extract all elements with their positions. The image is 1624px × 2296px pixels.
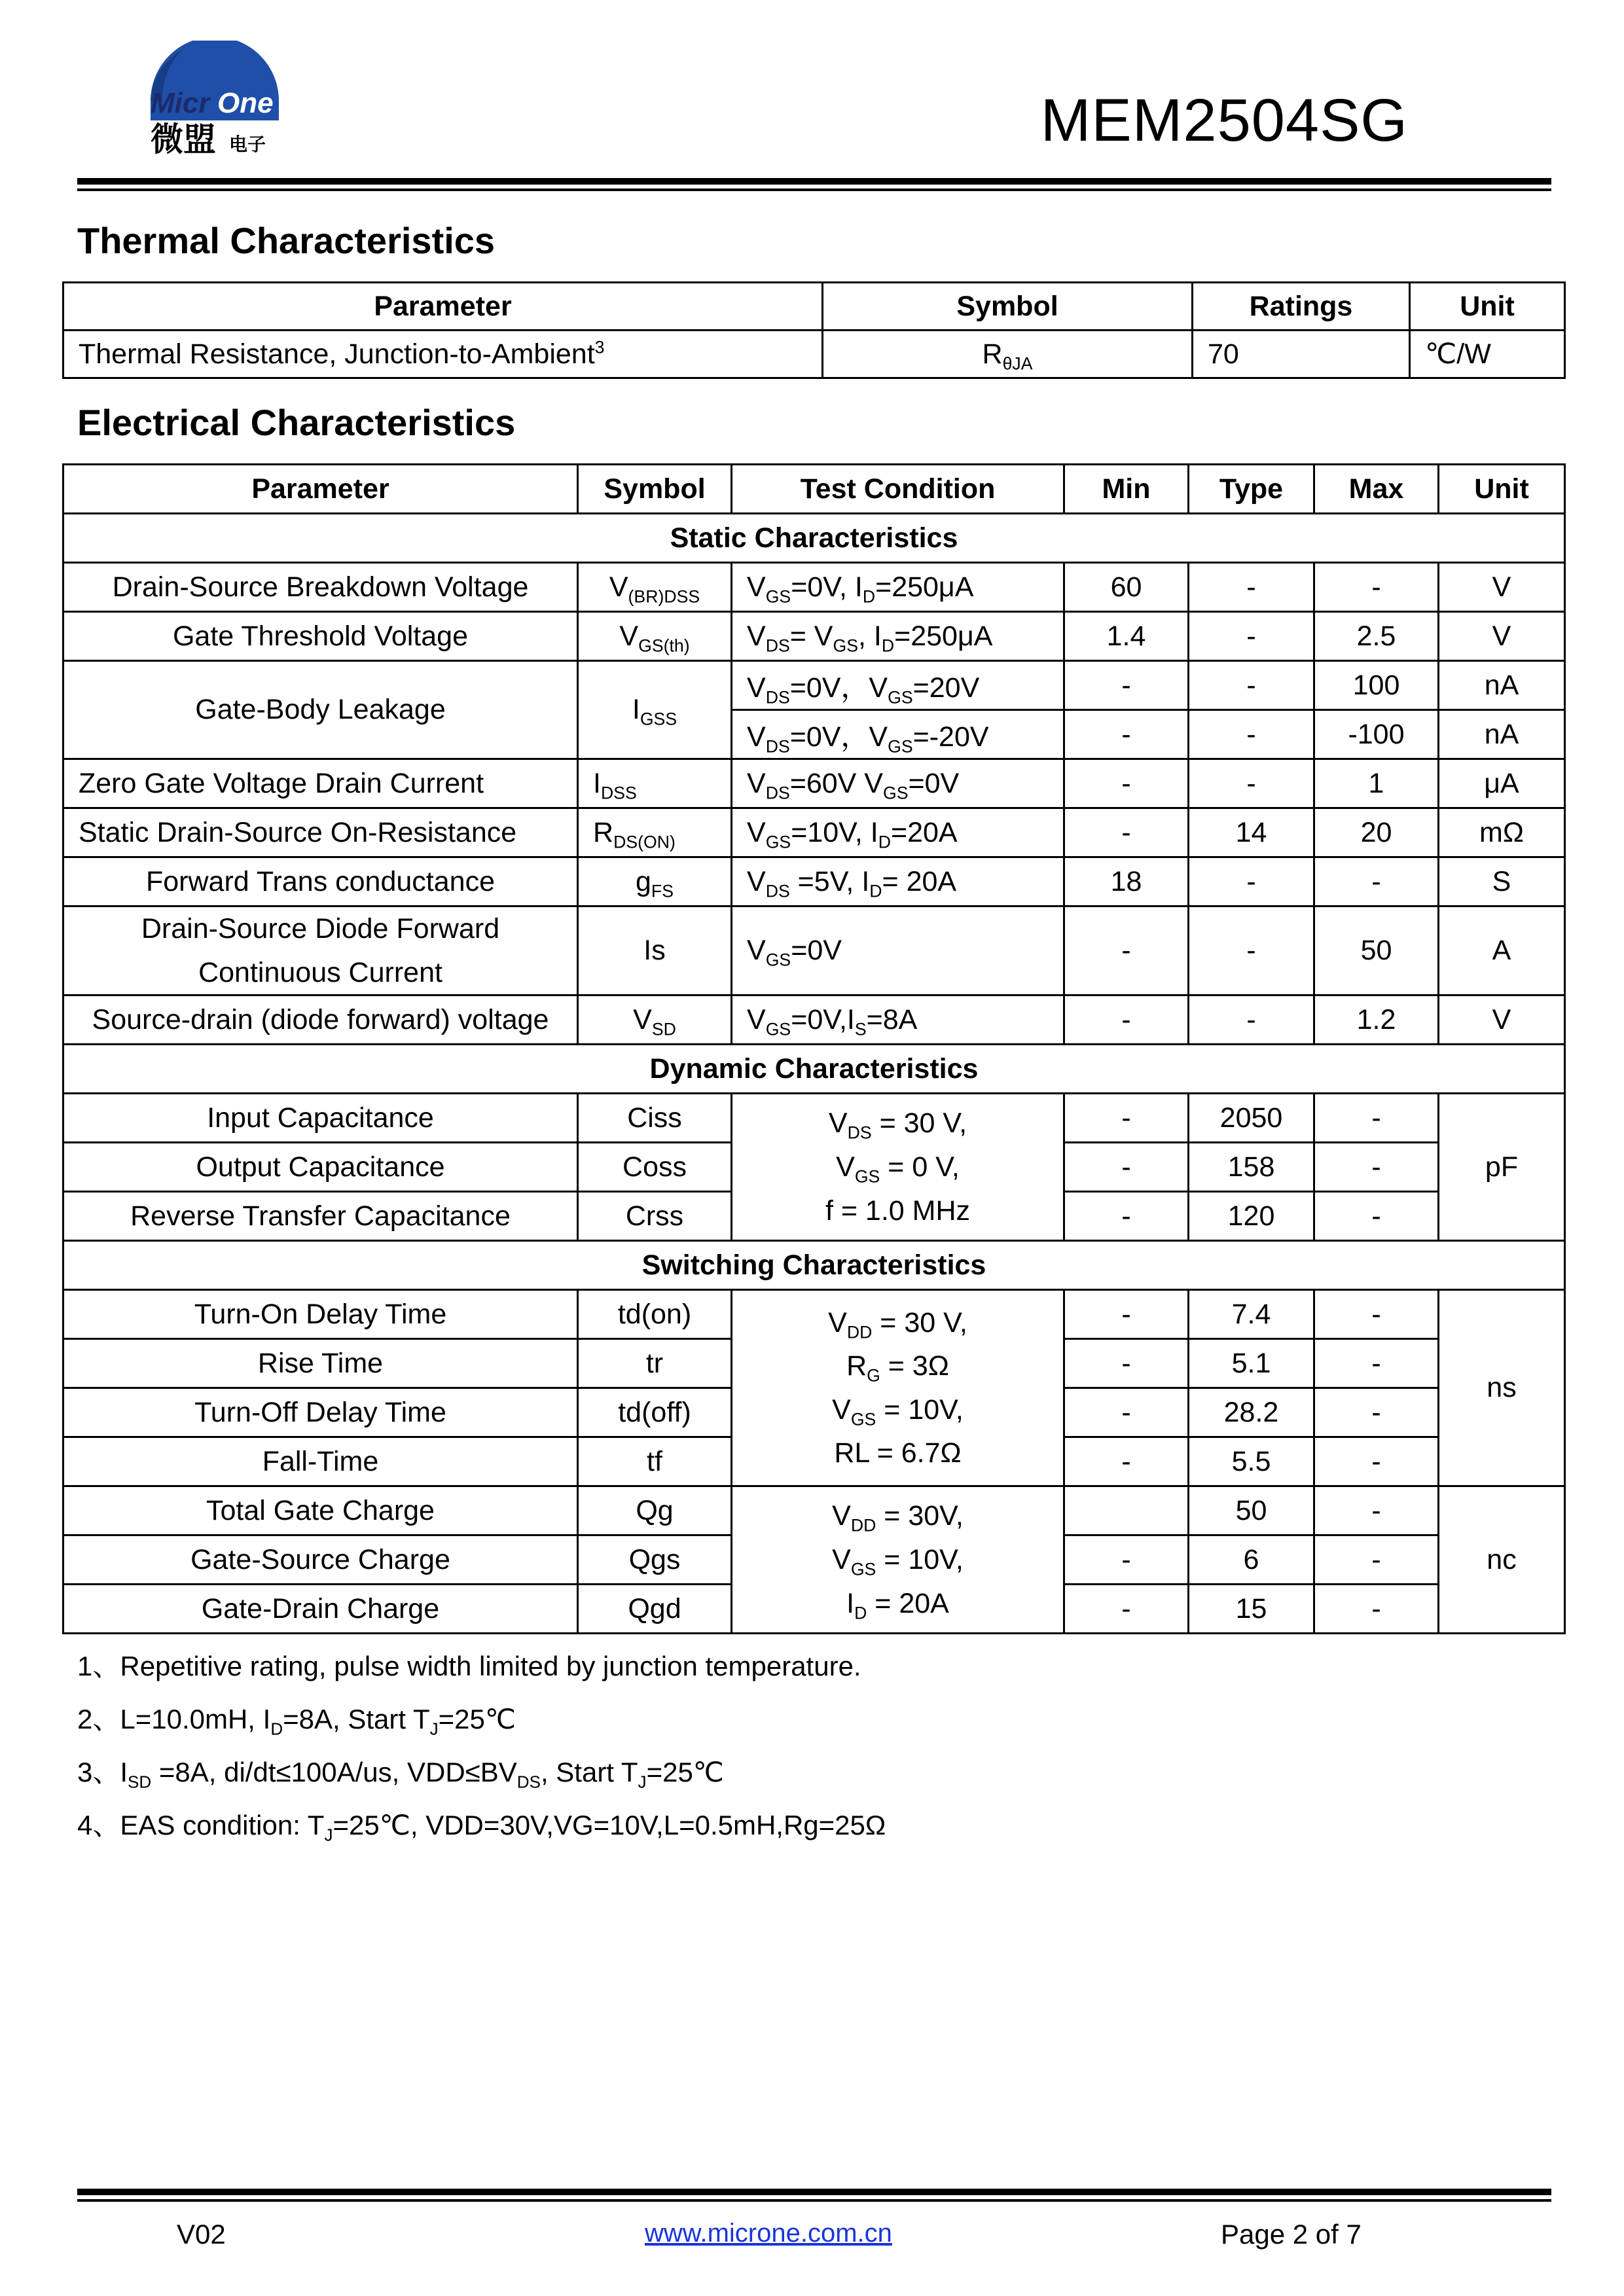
max-cell: - xyxy=(1314,1486,1439,1535)
typ-cell: - xyxy=(1189,710,1314,759)
col-max: Max xyxy=(1314,465,1439,514)
max-cell: - xyxy=(1314,1388,1439,1437)
thermal-rating: 70 xyxy=(1193,331,1410,378)
symbol-cell: $V_{GS(th)}$ xyxy=(578,612,732,661)
parameter-cell: Source-drain (diode forward) voltage xyxy=(63,996,578,1045)
parameter-cell: Drain-Source Diode Forward Continuous Current xyxy=(63,906,578,996)
typ-cell: 120 xyxy=(1189,1192,1314,1241)
min-cell: - xyxy=(1064,1585,1189,1634)
min-cell: - xyxy=(1064,1290,1189,1339)
max-cell: - xyxy=(1314,1290,1439,1339)
max-cell: 50 xyxy=(1314,906,1439,996)
unit-cell: mΩ xyxy=(1439,808,1565,857)
max-cell: 1.2 xyxy=(1314,996,1439,1045)
typ-cell: - xyxy=(1189,563,1314,612)
symbol-cell: $V_{SD}$ xyxy=(578,996,732,1045)
footnote-4: 4、EAS condition: $T_J=25℃$, VDD=30V,VG=10V,L=0.5mH,Rg=25Ω xyxy=(77,1810,886,1845)
thermal-header-row xyxy=(63,283,1565,331)
min-cell: 1.4 xyxy=(1064,612,1189,661)
symbol-cell: Qg xyxy=(578,1486,732,1535)
col-min: Min xyxy=(1064,465,1189,514)
symbol-cell: Qgs xyxy=(578,1535,732,1585)
parameter-cell: Total Gate Charge xyxy=(63,1486,578,1535)
logo-graphic xyxy=(143,41,287,165)
unit-cell: nA xyxy=(1439,710,1565,759)
typ-cell: - xyxy=(1189,661,1314,710)
col-unit: Unit xyxy=(1410,283,1565,331)
svg-text:微盟: 微盟 xyxy=(151,120,216,158)
col-test-condition: Test Condition xyxy=(732,465,1064,514)
footnote-1: 1、Repetitive rating, pulse width limited by junction temperature. xyxy=(77,1651,861,1681)
thermal-parameter: Thermal Resistance, Junction-to-Ambient$^3$ xyxy=(63,331,823,378)
unit-cell: S xyxy=(1439,857,1565,906)
typ-cell: - xyxy=(1189,906,1314,996)
document-title: MEM2504SG xyxy=(1040,87,1408,154)
thermal-unit: ℃/W xyxy=(1410,331,1565,378)
min-cell: - xyxy=(1064,710,1189,759)
header-rule-thick xyxy=(77,178,1551,185)
min-cell: - xyxy=(1064,1388,1189,1437)
col-ratings: Ratings xyxy=(1193,283,1410,331)
parameter-cell: Drain-Source Breakdown Voltage xyxy=(63,563,578,612)
max-cell: -100 xyxy=(1314,710,1439,759)
col-type: Type xyxy=(1189,465,1314,514)
parameter-cell: Forward Trans conductance xyxy=(63,857,578,906)
parameter-cell: Turn-On Delay Time xyxy=(63,1290,578,1339)
min-cell: - xyxy=(1064,661,1189,710)
parameter-cell: Gate Threshold Voltage xyxy=(63,612,578,661)
company-logo xyxy=(143,41,287,165)
typ-cell: 28.2 xyxy=(1189,1388,1314,1437)
electrical-header-row xyxy=(63,465,1565,514)
table-row xyxy=(63,612,1565,661)
col-parameter: Parameter xyxy=(63,465,578,514)
symbol-cell: td(off) xyxy=(578,1388,732,1437)
min-cell: - xyxy=(1064,1535,1189,1585)
symbol-cell: $R_{DS(ON)}$ xyxy=(578,808,732,857)
thermal-table xyxy=(62,281,1566,379)
svg-text:Micr: Micr xyxy=(151,87,210,119)
typ-cell: 6 xyxy=(1189,1535,1314,1585)
symbol-cell: Is xyxy=(578,906,732,996)
electrical-heading: Electrical Characteristics xyxy=(77,402,516,443)
table-row xyxy=(63,563,1565,612)
table-row xyxy=(63,808,1565,857)
typ-cell: - xyxy=(1189,857,1314,906)
condition-cell: $V_{DS} = 30$ V, $V_{GS} = 0$ V, f = 1.0 MHz xyxy=(732,1094,1064,1241)
unit-cell: V xyxy=(1439,612,1565,661)
col-symbol: Symbol xyxy=(823,283,1193,331)
svg-text:电子: 电子 xyxy=(229,134,266,155)
min-cell xyxy=(1064,1486,1189,1535)
parameter-cell: Input Capacitance xyxy=(63,1094,578,1143)
typ-cell: - xyxy=(1189,759,1314,808)
min-cell: 60 xyxy=(1064,563,1189,612)
min-cell: - xyxy=(1064,1437,1189,1486)
unit-cell: nA xyxy=(1439,661,1565,710)
footnote-2: 2、L=10.0mH, $I_D=8A$, Start $T_J=25℃$ xyxy=(77,1704,516,1739)
condition-cell: $V_{GS}=0V$, $I_D=250\mu A$ xyxy=(732,563,1064,612)
svg-text:One: One xyxy=(217,87,274,119)
unit-cell: pF xyxy=(1439,1094,1565,1241)
table-row xyxy=(63,857,1565,906)
parameter-cell: Output Capacitance xyxy=(63,1143,578,1192)
condition-cell: $V_{DS} =5V$, $I_D= 20A$ xyxy=(732,857,1064,906)
thermal-symbol: $R_{\theta JA}$ xyxy=(823,331,1193,378)
symbol-cell: td(on) xyxy=(578,1290,732,1339)
max-cell: 100 xyxy=(1314,661,1439,710)
unit-cell: nc xyxy=(1439,1486,1565,1634)
footnotes xyxy=(77,1640,886,1852)
unit-cell: V xyxy=(1439,996,1565,1045)
parameter-cell: Rise Time xyxy=(63,1339,578,1388)
typ-cell: 5.1 xyxy=(1189,1339,1314,1388)
max-cell: - xyxy=(1314,1339,1439,1388)
footer-rule-thick xyxy=(77,2189,1551,2195)
table-row xyxy=(63,1290,1565,1339)
group-row-switching xyxy=(63,1241,1565,1290)
col-unit: Unit xyxy=(1439,465,1565,514)
max-cell: 2.5 xyxy=(1314,612,1439,661)
min-cell: - xyxy=(1064,1143,1189,1192)
group-row-static xyxy=(63,514,1565,563)
parameter-cell: Turn-Off Delay Time xyxy=(63,1388,578,1437)
max-cell: - xyxy=(1314,1437,1439,1486)
group-title: Switching Characteristics xyxy=(63,1241,1565,1290)
max-cell: - xyxy=(1314,1143,1439,1192)
parameter-cell: Gate-Drain Charge xyxy=(63,1585,578,1634)
unit-cell: V xyxy=(1439,563,1565,612)
min-cell: - xyxy=(1064,906,1189,996)
symbol-cell: tf xyxy=(578,1437,732,1486)
website-link[interactable]: www.microne.com.cn xyxy=(645,2219,892,2248)
condition-cell: $V_{GS}=10V$, $I_D=20A$ xyxy=(732,808,1064,857)
version-label: V02 xyxy=(177,2219,226,2250)
typ-cell: - xyxy=(1189,612,1314,661)
max-cell: - xyxy=(1314,1094,1439,1143)
header-rule-thin xyxy=(77,188,1551,191)
table-row xyxy=(63,661,1565,710)
condition-cell: $V_{DS}= V_{GS}$, $I_D=250\mu A$ xyxy=(732,612,1064,661)
table-row xyxy=(63,1486,1565,1535)
table-row xyxy=(63,759,1565,808)
max-cell: - xyxy=(1314,563,1439,612)
page-number: Page 2 of 7 xyxy=(1221,2219,1362,2250)
min-cell: - xyxy=(1064,1094,1189,1143)
group-row-dynamic xyxy=(63,1045,1565,1094)
condition-cell: $V_{GS}=0V$ xyxy=(732,906,1064,996)
symbol-cell: $I_{GSS}$ xyxy=(578,661,732,759)
max-cell: - xyxy=(1314,1585,1439,1634)
max-cell: - xyxy=(1314,857,1439,906)
condition-cell: $V_{DS}=0V$，$V_{GS}=20V$ xyxy=(732,661,1064,710)
min-cell: 18 xyxy=(1064,857,1189,906)
typ-cell: 15 xyxy=(1189,1585,1314,1634)
symbol-cell: $I_{DSS}$ xyxy=(578,759,732,808)
min-cell: - xyxy=(1064,1339,1189,1388)
parameter-cell: Static Drain-Source On-Resistance xyxy=(63,808,578,857)
symbol-cell: $V_{(BR)DSS}$ xyxy=(578,563,732,612)
col-parameter: Parameter xyxy=(63,283,823,331)
unit-cell: μA xyxy=(1439,759,1565,808)
unit-cell: A xyxy=(1439,906,1565,996)
min-cell: - xyxy=(1064,1192,1189,1241)
max-cell: 20 xyxy=(1314,808,1439,857)
unit-cell: ns xyxy=(1439,1290,1565,1486)
symbol-cell: $g_{FS}$ xyxy=(578,857,732,906)
typ-cell: 14 xyxy=(1189,808,1314,857)
electrical-table xyxy=(62,463,1566,1634)
table-row xyxy=(63,331,1565,378)
typ-cell: 2050 xyxy=(1189,1094,1314,1143)
symbol-cell: Crss xyxy=(578,1192,732,1241)
typ-cell: - xyxy=(1189,996,1314,1045)
min-cell: - xyxy=(1064,808,1189,857)
table-row xyxy=(63,996,1565,1045)
max-cell: - xyxy=(1314,1535,1439,1585)
symbol-cell: Qgd xyxy=(578,1585,732,1634)
min-cell: - xyxy=(1064,759,1189,808)
condition-cell: $V_{DS}=60V$ $V_{GS}=0V$ xyxy=(732,759,1064,808)
footer-rule-thin xyxy=(77,2199,1551,2202)
table-row xyxy=(63,1094,1565,1143)
parameter-cell: Zero Gate Voltage Drain Current xyxy=(63,759,578,808)
parameter-cell: Gate-Source Charge xyxy=(63,1535,578,1585)
typ-cell: 50 xyxy=(1189,1486,1314,1535)
thermal-heading: Thermal Characteristics xyxy=(77,220,496,261)
condition-cell: $V_{DD} = 30$ V, $R_G = 3\Omega$ $V_{GS} = 10V$, RL = 6.7Ω xyxy=(732,1290,1064,1486)
group-title: Dynamic Characteristics xyxy=(63,1045,1565,1094)
condition-cell: $V_{DD} = 30V$, $V_{GS} = 10V$, $I_D = 20A$ xyxy=(732,1486,1064,1634)
parameter-cell: Fall-Time xyxy=(63,1437,578,1486)
table-row xyxy=(63,906,1565,996)
footnote-3: 3、$I_{SD} =8A$, di/dt≤100A/us, $VDD\le BV_{DS}$, Start $T_J=25℃$ xyxy=(77,1757,724,1792)
typ-cell: 158 xyxy=(1189,1143,1314,1192)
parameter-cell: Reverse Transfer Capacitance xyxy=(63,1192,578,1241)
condition-cell: $V_{GS}=0V,I_S=8A$ xyxy=(732,996,1064,1045)
max-cell: - xyxy=(1314,1192,1439,1241)
parameter-cell: Gate-Body Leakage xyxy=(63,661,578,759)
typ-cell: 7.4 xyxy=(1189,1290,1314,1339)
max-cell: 1 xyxy=(1314,759,1439,808)
symbol-cell: tr xyxy=(578,1339,732,1388)
min-cell: - xyxy=(1064,996,1189,1045)
col-symbol: Symbol xyxy=(578,465,732,514)
condition-cell: $V_{DS}=0V$，$V_{GS}=-20V$ xyxy=(732,710,1064,759)
symbol-cell: Coss xyxy=(578,1143,732,1192)
typ-cell: 5.5 xyxy=(1189,1437,1314,1486)
group-title: Static Characteristics xyxy=(63,514,1565,563)
symbol-cell: Ciss xyxy=(578,1094,732,1143)
